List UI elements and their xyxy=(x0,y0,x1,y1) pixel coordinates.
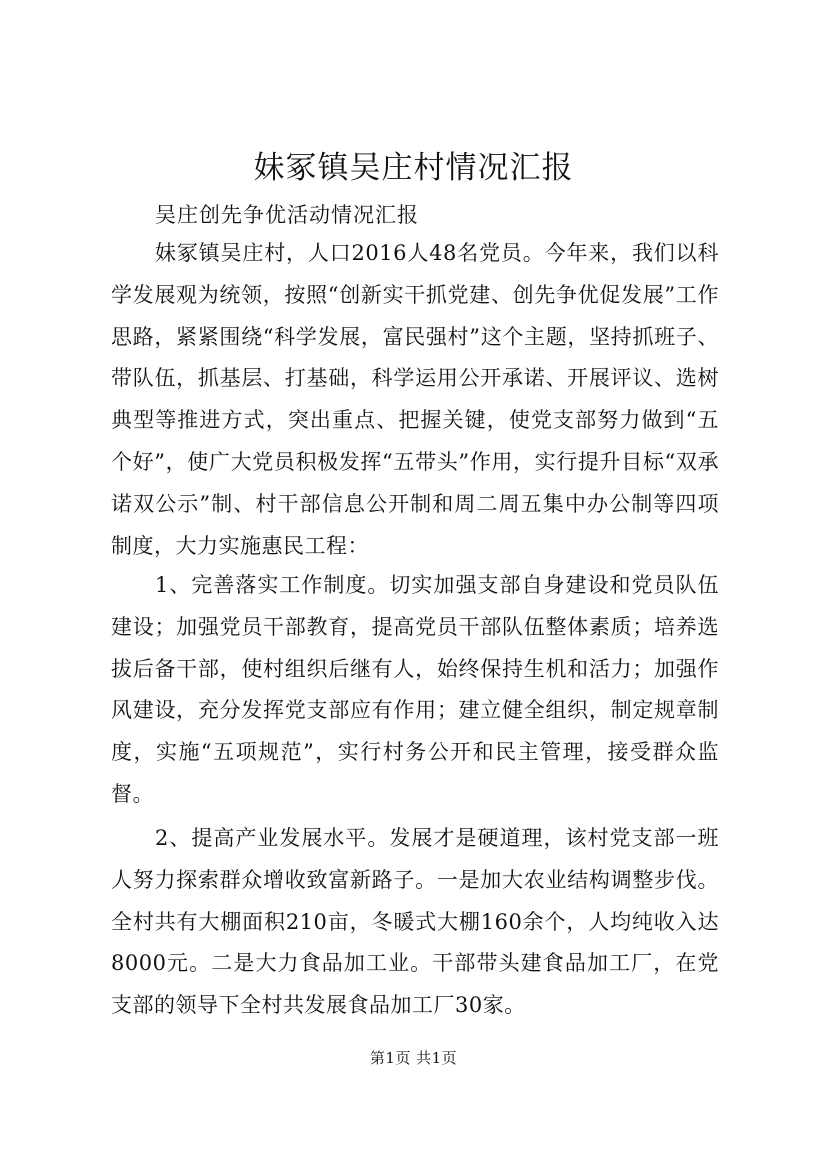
paragraph-item-2: 2、提高产业发展水平。发展才是硬道理，该村党支部一班人努力探索群众增收致富新路子。一是加大农业结构调整步伐。全村共有大棚面积210亩，冬暖式大棚160余个，人均纯收入达8000元。二是大力食品加工业。干部带头建食品加工厂，在党支部的领导下全村共发展食品加工厂30家。 xyxy=(111,826,719,1018)
paragraph-item-1: 1、完善落实工作制度。切实加强支部自身建设和党员队伍建设；加强党员干部教育，提高党员干部队伍整体素质；培养选拔后备干部，使村组织后继有人，始终保持生机和活力；加强作风建设，充分发挥党支部应有作用；建立健全组织，制定规章制度，实施“五项规范”，实行村务公开和民主管理，接受群众监督。 xyxy=(111,573,719,806)
document-title: 妹冢镇吴庄村情况汇报 xyxy=(253,150,574,186)
page-footer: 第1页 共1页 xyxy=(369,1049,458,1067)
paragraph-intro: 妹冢镇吴庄村，人口2016人48名党员。今年来，我们以科学发展观为统领，按照“创新实干抓党建、创先争优促发展”工作思路，紧紧围绕“科学发展，富民强村”这个主题，坚持抓班子、带队伍，抓基层、打基础，科学运用公开承诺、开展评议、选树典型等推进方式，突出重点、把握关键，使党支部努力做到“五个好”，使广大党员积极发挥“五带头”作用，实行提升目标“双承诺双公示”制、村干部信息公开制和周二周五集中办公制等四项制度，大力实施惠民工程： xyxy=(111,241,719,558)
document-subtitle: 吴庄创先争优活动情况汇报 xyxy=(155,203,419,227)
